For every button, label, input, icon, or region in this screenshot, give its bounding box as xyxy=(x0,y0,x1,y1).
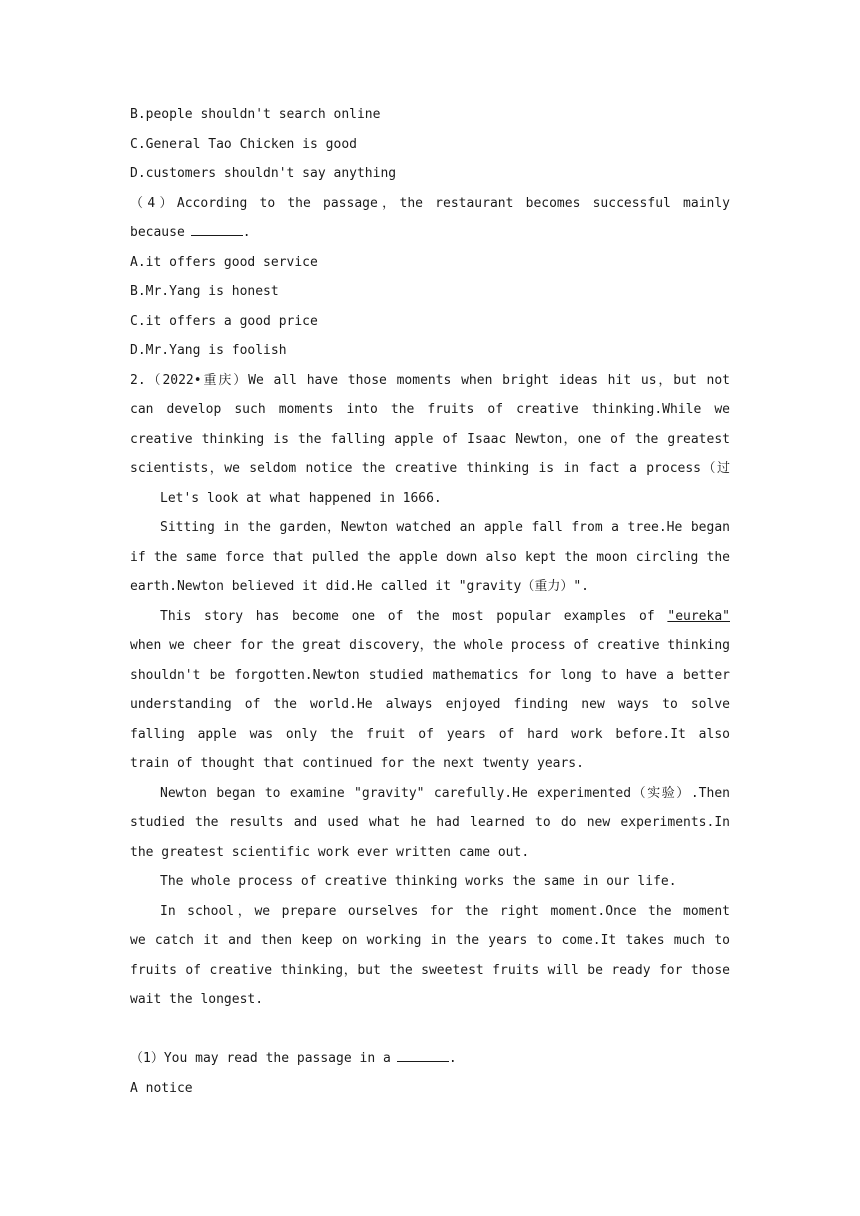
q4-stem-text: because xyxy=(130,225,185,240)
passage-line: scientists，we seldom notice the creative thinking is in fact a process（过 xyxy=(130,461,730,476)
q4-option-a: A.it offers good service xyxy=(130,254,318,270)
passage-line: In school，we prepare ourselves for the right moment.Once the moment xyxy=(160,903,730,919)
q3-option-b: B.people shouldn't search online xyxy=(130,107,381,122)
document-page xyxy=(130,100,730,1103)
passage-line: can develop such moments into the fruits of creative thinking.While we xyxy=(130,402,730,417)
passage-line: Let's look at what happened in 1666. xyxy=(160,490,442,506)
answer-blank xyxy=(191,223,243,236)
passage-line: Sitting in the garden，Newton watched an apple fall from a tree.He began xyxy=(160,520,730,535)
passage-line: if the same force that pulled the apple down also kept the moon circling the xyxy=(130,549,730,565)
q1-stem-text: （1）You may read the passage in a xyxy=(130,1051,391,1066)
passage-line: falling apple was only the fruit of years of hard work before.It also xyxy=(130,726,730,742)
passage-line: when we cheer for the great discovery，the whole process of creative thinking xyxy=(130,638,730,653)
passage-line: understanding of the world.He always enjoyed finding new ways to solve xyxy=(130,697,730,712)
passage-line: Newton began to examine "gravity" carefully.He experimented（实验）.Then xyxy=(160,785,730,801)
passage-line: we catch it and then keep on working in the years to come.It takes much to xyxy=(130,933,730,948)
q1-stem-end: . xyxy=(448,1051,457,1066)
passage-line: The whole process of creative thinking works the same in our life. xyxy=(160,874,677,889)
passage-line: wait the longest. xyxy=(130,992,264,1007)
passage-line: 2.（2022•重庆）We all have those moments when bright ideas hit us，but not xyxy=(130,372,730,388)
answer-blank xyxy=(397,1049,449,1062)
q4-option-d: D.Mr.Yang is foolish xyxy=(130,343,287,358)
q1-option-a: A notice xyxy=(130,1080,193,1096)
q4-stem-line2 xyxy=(130,218,730,248)
q3-option-d: D.customers shouldn't say anything xyxy=(130,166,397,181)
passage-line xyxy=(130,602,730,632)
passage-line: shouldn't be forgotten.Newton studied mathematics for long to have a better xyxy=(130,667,730,683)
q4-stem-line1: （4）According to the passage，the restaurant becomes successful mainly xyxy=(130,195,730,211)
q4-option-c: C.it offers a good price xyxy=(130,313,318,329)
q4-option-b: B.Mr.Yang is honest xyxy=(130,284,279,299)
eureka-term: "eureka" xyxy=(667,608,730,624)
passage-line: the greatest scientific work ever written came out. xyxy=(130,844,530,860)
q4-stem-end: . xyxy=(242,225,251,240)
blank-line xyxy=(130,1015,730,1045)
q1-stem xyxy=(130,1044,730,1074)
passage-line: creative thinking is the falling apple of Isaac Newton，one of the greatest xyxy=(130,431,730,447)
q3-option-c: C.General Tao Chicken is good xyxy=(130,136,357,152)
passage-text: This story has become one of the most popular examples of xyxy=(160,608,668,624)
passage-line: fruits of creative thinking，but the sweetest fruits will be ready for those xyxy=(130,962,730,978)
passage-line: studied the results and used what he had learned to do new experiments.In xyxy=(130,815,730,830)
passage-line: earth.Newton believed it did.He called it "gravity（重力）". xyxy=(130,579,589,594)
passage-line: train of thought that continued for the next twenty years. xyxy=(130,756,584,771)
